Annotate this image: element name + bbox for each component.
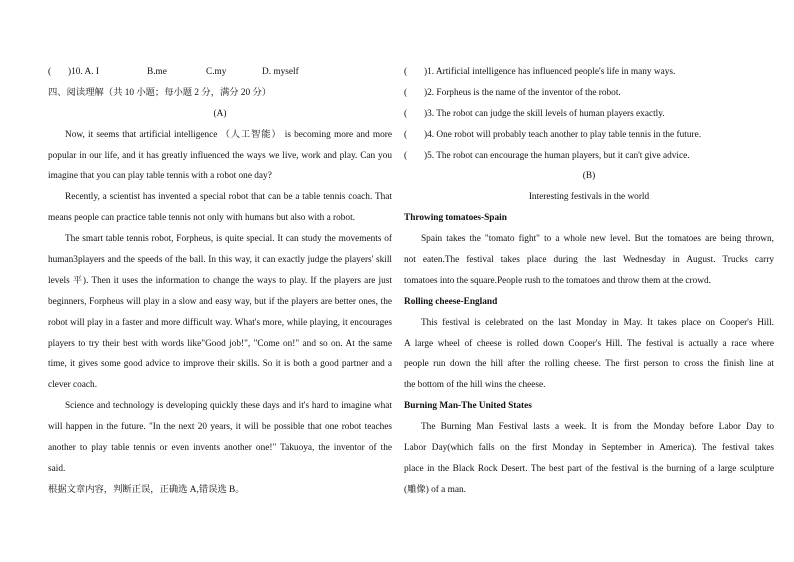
passage-a-line: said.	[48, 463, 66, 474]
passage-a-line: human3players and the speeds of the ball. In this way, it can exactly judge the players' skill	[48, 255, 392, 266]
answer-paren: (	[404, 67, 408, 77]
passage-b-label: (B)	[582, 171, 596, 182]
festival-text-line: (雕像) of a man.	[404, 484, 466, 495]
passage-a-line: robot will play in a faster and more difficult way. What's more, while playing, it encourages	[48, 317, 392, 328]
festival-heading-cheese: Rolling cheese-England	[404, 296, 498, 307]
passage-b-title: Interesting festivals in the world	[528, 192, 650, 203]
q10-option-d: D. myself	[262, 67, 299, 77]
answer-paren: (	[404, 129, 408, 140]
tf-item-text: )1. Artificial intelligence has influenced people's life in many ways.	[424, 67, 676, 77]
festival-text-line: Labor Day(which falls on the first Monday in September in America). The festival takes	[404, 443, 774, 454]
tf-item-text: )4. One robot will probably teach another to play table tennis in the future.	[424, 129, 702, 140]
tf-item-text: )5. The robot can encourage the human players, but it can't give advice.	[424, 150, 690, 161]
passage-a-line: another to play table tennis or even invents another one!" Takuoya, the inventor of the	[48, 443, 392, 454]
festival-text-line: A large wheel of cheese is rolled down Cooper's Hill. The festival is actually a race where	[404, 338, 774, 349]
answer-paren: (	[48, 67, 52, 77]
q10-option-b: B.me	[147, 67, 167, 77]
passage-a-line: beginners, Forpheus will play in a slow and easy way, but if the players are better ones, the	[48, 296, 392, 307]
section-header: 四、阅读理解（共 10 小题；每小题 2 分，满分 20 分）	[48, 87, 272, 98]
festival-text-line: tomatoes into the square.People rush to the tomatoes and throw them at the crowd.	[404, 275, 711, 286]
festival-heading-tomatoes: Throwing tomatoes-Spain	[404, 213, 507, 224]
instruction: 根据文章内容，判断正误，正确选 A,错误选 B。	[48, 484, 245, 495]
tf-item-2	[404, 83, 774, 104]
q10-option-c: C.my	[206, 67, 227, 77]
festival-text-line: not eaten.The festival takes place during the last Wednesday in August. Trucks carry	[404, 255, 774, 266]
passage-a-line: means people can practice table tennis not only with humans but also with a robot.	[48, 213, 355, 224]
festival-text-line: people run down the hill after the rolling cheese. The first person to cross the finish line at	[404, 359, 774, 370]
question-10	[48, 62, 392, 83]
passage-a-line: clever coach.	[48, 380, 98, 391]
tf-item-text: )2. Forpheus is the name of the inventor of the robot.	[424, 87, 621, 98]
festival-text-line: Spain takes the "tomato fight" to a whole new level. But the tomatoes are being thrown,	[421, 234, 774, 245]
passage-a-line: Recently, a scientist has invented a special robot that can be a table tennis coach. That	[65, 192, 392, 203]
tf-item-5	[404, 146, 774, 167]
passage-a-line: will happen in the future. "In the next 20 years, it will be possible that one robot teaches	[48, 422, 392, 433]
tf-item-1	[404, 62, 774, 83]
tf-item-3	[404, 104, 774, 125]
left-column	[48, 62, 392, 501]
answer-paren: (	[404, 87, 408, 98]
festival-heading-burning-man: Burning Man-The United States	[404, 401, 532, 412]
passage-a-line: The smart table tennis robot, Forpheus, is quite special. It can study the movements of	[65, 234, 392, 245]
answer-paren: (	[404, 108, 408, 119]
q10-option-a: )10. A. I	[68, 67, 99, 77]
passage-a-line: imagine that you can play table tennis with a robot one day?	[48, 171, 272, 182]
festival-text-line: This festival is celebrated on the last Monday in May. It takes place on Cooper's Hill.	[421, 317, 774, 328]
passage-a-line: Science and technology is developing quickly these days and it's hard to imagine what	[65, 401, 392, 412]
passage-a-line: time, it gives some good advice to improve their skills. So it is both a good partner and a	[48, 359, 392, 370]
right-column	[404, 62, 774, 501]
festival-text-line: the bottom of the hill wins the cheese.	[404, 380, 546, 391]
passage-a-line: levels 平). Then it uses the information to change the ways to play. If the players are just	[48, 275, 392, 286]
tf-item-text: )3. The robot can judge the skill levels of human players exactly.	[424, 108, 665, 119]
festival-text-line: place in the Black Rock Desert. The best part of the festival is the burning of a large sculpture	[404, 463, 774, 474]
answer-paren: (	[404, 150, 408, 161]
passage-a-line: Now, it seems that artificial intelligence （人工智能） is becoming more and more	[65, 129, 392, 140]
festival-text-line: The Burning Man Festival lasts a week. It is from the Monday before Labor Day to	[421, 422, 774, 433]
passage-a-line: players to try their best with words like"Good job!", "Come on!" and so on. At the same	[48, 338, 392, 349]
tf-item-4	[404, 125, 774, 146]
passage-a-label: (A)	[213, 108, 227, 119]
passage-a-line: popular in our life, and it has greatly influenced the ways we live, work and play. Can you	[48, 150, 392, 161]
